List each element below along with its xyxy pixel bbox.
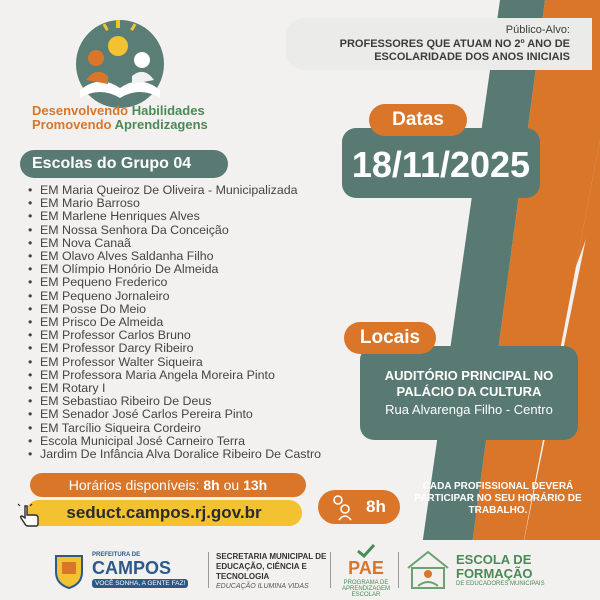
workload-badge (318, 490, 400, 524)
available-hours (30, 473, 306, 497)
target-audience-line: PROFESSORES QUE ATUAM NO 2º ANO DE (339, 38, 570, 50)
list-item: • Escola Municipal José Carneiro Terra (28, 435, 358, 448)
location-address: Rua Alvarenga Filho - Centro (385, 402, 553, 417)
list-item: • EM Olímpio Honório De Almeida (28, 263, 358, 276)
pointing-hand-icon (16, 502, 42, 528)
hour-option: 8h (203, 477, 220, 493)
list-item: • EM Rotary I (28, 382, 358, 395)
escola-formacao-subtitle: DE EDUCADORES MUNICIPAIS (456, 581, 545, 587)
location-line: PALÁCIO DA CULTURA (396, 384, 542, 399)
dates-label: Datas (369, 104, 467, 136)
list-item: • EM Nossa Senhora Da Conceição (28, 224, 358, 237)
target-audience-line: ESCOLARIDADE DOS ANOS INICIAIS (374, 51, 570, 63)
list-item: • EM Tarcílio Siqueira Cordeiro (28, 422, 358, 435)
website-link[interactable]: seduct.campos.rj.gov.br (26, 500, 302, 526)
list-item: • EM Professor Darcy Ribeiro (28, 342, 358, 355)
list-item: • EM Posse Do Meio (28, 303, 358, 316)
target-audience-title: Público-Alvo: (505, 24, 570, 36)
education-slogan: EDUCAÇÃO ILUMINA VIDAS (216, 583, 309, 590)
list-item: • Jardim De Infância Alva Doralice Ribeiro De Castro (28, 448, 358, 461)
prefeitura-label: PREFEITURA DE (92, 552, 141, 558)
footer-divider (330, 552, 331, 588)
list-item: • EM Olavo Alves Saldanha Filho (28, 250, 358, 263)
footer-divider (208, 552, 209, 588)
program-logo (60, 18, 180, 108)
locations-label: Locais (344, 322, 436, 354)
hours-prefix: Horários disponíveis: (68, 477, 204, 493)
gear-person-icon (328, 492, 358, 522)
workload-hours: 8h (366, 497, 386, 516)
list-item: • EM Nova Canaã (28, 237, 358, 250)
campos-logo-text: CAMPOS (92, 558, 172, 578)
hours-connector: ou (219, 477, 244, 493)
campos-slogan: VOCÊ SONHA, A GENTE FAZ! (92, 579, 188, 588)
tagline-word: Desenvolvendo (32, 103, 132, 118)
tagline-line-1 (32, 104, 205, 118)
list-item: • EM Professor Carlos Bruno (28, 329, 358, 342)
list-item: • EM Marlene Henriques Alves (28, 210, 358, 223)
escola-formacao-title: FORMAÇÃO (456, 566, 533, 581)
tagline-word: Habilidades (131, 103, 205, 118)
target-audience-text (270, 38, 570, 64)
list-item: • EM Sebastiao Ribeiro De Deus (28, 395, 358, 408)
list-item: • EM Professora Maria Angela Moreira Pinto (28, 369, 358, 382)
tagline-word: Aprendizagens (114, 117, 208, 132)
checkmark-icon (356, 544, 376, 558)
pae-title: PAE (348, 558, 384, 578)
campos-coat-of-arms-icon (52, 550, 86, 590)
list-item: • EM Mario Barroso (28, 197, 358, 210)
secretaria-name: SECRETARIA MUNICIPAL DE EDUCAÇÃO, CIÊNCIA E TECNOLOGIA (216, 552, 327, 581)
list-item: • EM Maria Queiroz De Oliveira - Municipalizada (28, 184, 358, 197)
hour-option: 13h (243, 477, 268, 493)
tagline-word: Promovendo (32, 117, 115, 132)
list-item: • EM Professor Walter Siqueira (28, 356, 358, 369)
list-item: • EM Senador José Carlos Pereira Pinto (28, 408, 358, 421)
list-item: • EM Prisco De Almeida (28, 316, 358, 329)
pae-subtitle: PROGRAMA DE APRENDIZAGEM ESCOLAR (341, 580, 390, 598)
escola-formacao-title: ESCOLA DE (456, 552, 532, 567)
location-line: AUDITÓRIO PRINCIPAL NO (384, 368, 554, 383)
list-item: • EM Pequeno Frederico (28, 276, 358, 289)
school-building-icon (404, 548, 452, 592)
tagline-line-2 (32, 118, 208, 132)
list-item: • EM Pequeno Jornaleiro (28, 290, 358, 303)
pae-logo (338, 548, 394, 598)
event-date: 18/11/2025 (342, 128, 540, 198)
footer-divider (398, 552, 399, 588)
professional-note: CADA PROFISSIONAL DEVERÁ PARTICIPAR NO SEU HORÁRIO DE TRABALHO. (414, 481, 582, 516)
location-box (360, 346, 578, 440)
school-group-title: Escolas do Grupo 04 (20, 150, 228, 178)
school-list (28, 184, 358, 461)
